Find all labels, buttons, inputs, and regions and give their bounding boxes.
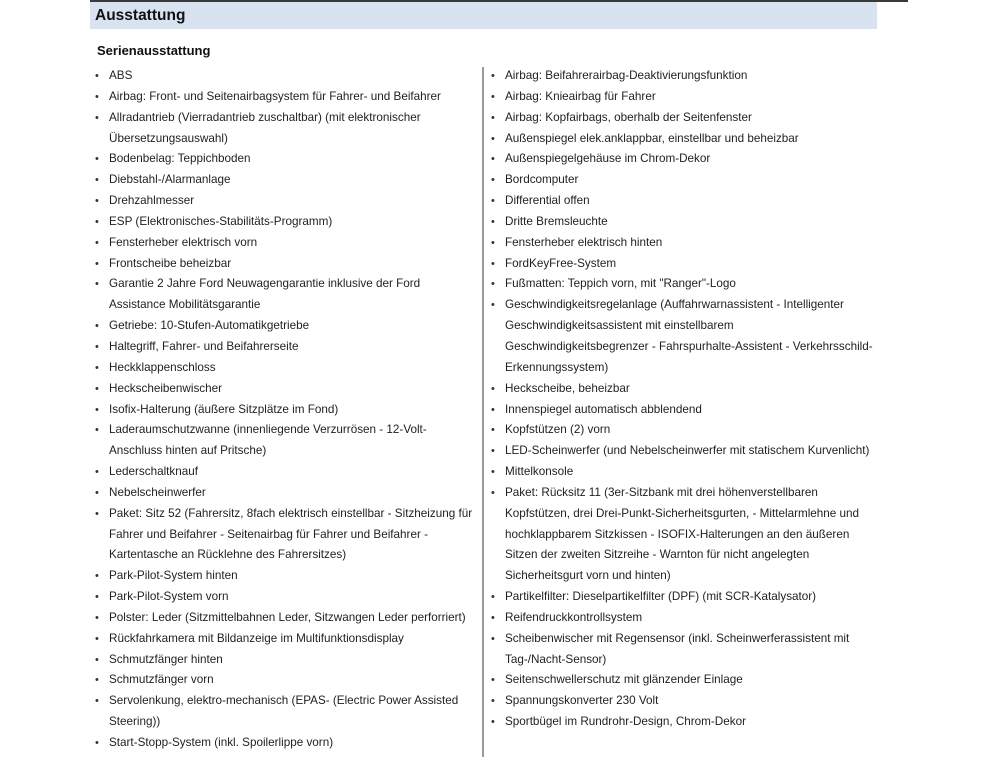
equipment-item-text: Außenspiegel elek.anklappbar, einstellbar und beheizbar — [505, 131, 799, 145]
equipment-item-text: Seitenschwellerschutz mit glänzender Einlage — [505, 673, 743, 687]
equipment-item — [94, 587, 478, 608]
equipment-item — [94, 87, 478, 108]
bullet-icon: • — [491, 716, 495, 729]
bullet-icon: • — [95, 215, 99, 228]
bullet-icon: • — [95, 195, 99, 208]
equipment-item-text: Fensterheber elektrisch hinten — [505, 235, 663, 249]
bullet-icon: • — [491, 195, 495, 208]
equipment-item — [490, 691, 880, 712]
bullet-icon: • — [95, 111, 99, 124]
bullet-icon: • — [95, 486, 99, 499]
equipment-item — [490, 254, 880, 275]
equipment-item — [490, 483, 880, 587]
equipment-item — [94, 316, 478, 337]
bullet-icon: • — [95, 674, 99, 687]
equipment-item-text: Fensterheber elektrisch vorn — [109, 235, 258, 249]
equipment-item — [490, 587, 880, 608]
equipment-item — [490, 420, 880, 441]
equipment-item-text: Heckscheibenwischer — [109, 381, 223, 395]
equipment-item-text: Mittelkonsole — [505, 465, 574, 479]
bullet-icon: • — [95, 174, 99, 187]
equipment-item — [490, 608, 880, 629]
equipment-item — [94, 400, 478, 421]
equipment-item — [94, 650, 478, 671]
bullet-icon: • — [491, 111, 495, 124]
equipment-item-text: Park-Pilot-System vorn — [109, 590, 229, 604]
equipment-item-text: Partikelfilter: Dieselpartikelfilter (DPF) (mit SCR-Katalysator) — [505, 590, 817, 604]
equipment-item-text: Paket: Sitz 52 (Fahrersitz, 8fach elektrisch einstellbar - Sitzheizung für Fahrer und Beifahrer - Seitenairbag für Fahrer und Beifahrer - Kartentasche an Rücklehne des Fahrersitzes) — [109, 506, 473, 562]
bullet-icon: • — [95, 737, 99, 749]
bullet-icon: • — [95, 70, 99, 82]
equipment-item-text: Scheibenwischer mit Regensensor (inkl. Scheinwerferassistent mit Tag-/Nacht-Sensor) — [505, 631, 850, 666]
bullet-icon: • — [491, 278, 495, 291]
bullet-icon: • — [95, 257, 99, 270]
bullet-icon: • — [491, 174, 495, 187]
equipment-item — [94, 191, 478, 212]
equipment-item-text: Diebstahl-/Alarmanlage — [109, 173, 231, 187]
equipment-item-text: Airbag: Beifahrerairbag-Deaktivierungsfunktion — [505, 69, 748, 82]
equipment-item — [94, 483, 478, 504]
equipment-item — [94, 108, 478, 150]
equipment-item-text: Heckklappenschloss — [109, 360, 216, 374]
equipment-item-text: Servolenkung, elektro-mechanisch (EPAS- (Electric Power Assisted Steering)) — [109, 694, 459, 729]
equipment-item — [94, 733, 478, 754]
equipment-item-text: Park-Pilot-System hinten — [109, 569, 238, 583]
equipment-item — [94, 608, 478, 629]
bullet-icon: • — [491, 257, 495, 270]
bullet-icon: • — [95, 466, 99, 479]
bullet-icon: • — [491, 132, 495, 145]
bullet-icon: • — [491, 299, 495, 312]
equipment-item-text: Start-Stopp-System (inkl. Spoilerlippe vorn) — [109, 736, 334, 749]
bullet-icon: • — [491, 153, 495, 166]
bullet-icon: • — [95, 320, 99, 333]
column-divider — [482, 67, 484, 757]
equipment-item — [490, 129, 880, 150]
equipment-item — [490, 233, 880, 254]
equipment-item — [490, 87, 880, 108]
bullet-icon: • — [491, 591, 495, 604]
equipment-item-text: Haltegriff, Fahrer- und Beifahrerseite — [109, 339, 299, 353]
equipment-item — [94, 170, 478, 191]
bullet-icon: • — [491, 424, 495, 437]
equipment-item — [94, 358, 478, 379]
section-header — [90, 2, 877, 29]
bullet-icon: • — [95, 611, 99, 624]
equipment-item — [94, 337, 478, 358]
bullet-icon: • — [491, 70, 495, 82]
equipment-item-text: Polster: Leder (Sitzmittelbahnen Leder, Sitzwangen Leder perforriert) — [109, 610, 466, 624]
equipment-item — [490, 66, 880, 87]
equipment-item — [490, 191, 880, 212]
equipment-item-text: Schmutzfänger vorn — [109, 673, 214, 687]
equipment-item-text: Getriebe: 10-Stufen-Automatikgetriebe — [109, 319, 310, 333]
bullet-icon: • — [95, 361, 99, 374]
section-title: Ausstattung — [95, 7, 186, 24]
equipment-item — [490, 295, 880, 378]
bullet-icon: • — [95, 90, 99, 103]
equipment-item — [94, 149, 478, 170]
bullet-icon: • — [95, 153, 99, 166]
equipment-item-text: ABS — [109, 69, 133, 82]
equipment-item-text: Rückfahrkamera mit Bildanzeige im Multifunktionsdisplay — [109, 631, 404, 645]
equipment-item — [490, 108, 880, 129]
equipment-item-text: Paket: Rücksitz 11 (3er-Sitzbank mit drei höhenverstellbaren Kopfstützen, drei Drei-Punkt-Sicherheitsgurten, - Mittelarmlehne und hochklappbarem Sitzkissen - ISOFIX-Halterungen an den äußeren Sitzen der zweiten Sitzreihe - Warnton für nicht angelegten Sicherheitsgurt vorn und hinten) — [505, 485, 860, 583]
equipment-item — [94, 420, 478, 462]
equipment-item — [94, 462, 478, 483]
bullet-icon: • — [491, 215, 495, 228]
equipment-item-text: Kopfstützen (2) vorn — [505, 423, 611, 437]
equipment-item-text: Sportbügel im Rundrohr-Design, Chrom-Dekor — [505, 715, 746, 729]
right-equipment-list — [490, 66, 880, 733]
subsection-title: Serienausstattung — [97, 43, 211, 58]
equipment-item-text: Geschwindigkeitsregelanlage (Auffahrwarnassistent - Intelligenter Geschwindigkeitsassistent mit einstellbarem Geschwindigkeitsbegrenzer - Fahrspurhalte-Assistent - Verkehrsschild-Erkennungssystem) — [505, 298, 873, 374]
left-equipment-list — [94, 66, 478, 754]
equipment-item-text: Heckscheibe, beheizbar — [505, 381, 630, 395]
equipment-item-text: Garantie 2 Jahre Ford Neuwagengarantie inklusive der Ford Assistance Mobilitätsgarantie — [109, 277, 421, 312]
equipment-item-text: Spannungskonverter 230 Volt — [505, 694, 659, 708]
equipment-item-text: Frontscheibe beheizbar — [109, 256, 232, 270]
equipment-item-text: Reifendruckkontrollsystem — [505, 610, 643, 624]
equipment-item — [490, 212, 880, 233]
equipment-item-text: Lederschaltknauf — [109, 465, 199, 479]
equipment-item — [94, 670, 478, 691]
equipment-item — [94, 233, 478, 254]
bullet-icon: • — [491, 674, 495, 687]
bullet-icon: • — [491, 90, 495, 103]
equipment-item-text: Airbag: Front- und Seitenairbagsystem für Fahrer- und Beifahrer — [109, 89, 441, 103]
bullet-icon: • — [491, 445, 495, 458]
equipment-item-text: Schmutzfänger hinten — [109, 652, 223, 666]
bullet-icon: • — [95, 236, 99, 249]
equipment-item-text: Laderaumschutzwanne (innenliegende Verzurrösen - 12-Volt-Anschluss hinten auf Pritsche) — [109, 423, 427, 458]
bullet-icon: • — [95, 382, 99, 395]
bullet-icon: • — [95, 507, 99, 520]
equipment-item-text: Dritte Bremsleuchte — [505, 214, 608, 228]
bullet-icon: • — [491, 403, 495, 416]
bullet-icon: • — [95, 278, 99, 291]
bullet-icon: • — [491, 236, 495, 249]
bullet-icon: • — [491, 695, 495, 708]
bullet-icon: • — [491, 632, 495, 645]
equipment-item — [490, 629, 880, 671]
bullet-icon: • — [95, 403, 99, 416]
equipment-item-text: Drehzahlmesser — [109, 194, 195, 208]
bullet-icon: • — [95, 340, 99, 353]
equipment-item — [94, 691, 478, 733]
equipment-item — [490, 274, 880, 295]
equipment-item — [490, 149, 880, 170]
equipment-item-text: Allradantrieb (Vierradantrieb zuschaltbar) (mit elektronischer Übersetzungsauswahl) — [109, 110, 421, 145]
equipment-item — [490, 379, 880, 400]
equipment-item-text: Bordcomputer — [505, 173, 579, 187]
equipment-item-text: FordKeyFree-System — [505, 256, 617, 270]
bullet-icon: • — [95, 591, 99, 604]
equipment-item-text: LED-Scheinwerfer (und Nebelscheinwerfer mit statischem Kurvenlicht) — [505, 444, 870, 458]
bullet-icon: • — [95, 570, 99, 583]
equipment-item — [490, 441, 880, 462]
equipment-item — [94, 379, 478, 400]
bullet-icon: • — [95, 632, 99, 645]
bullet-icon: • — [95, 653, 99, 666]
bullet-icon: • — [491, 466, 495, 479]
equipment-item-text: Differential offen — [505, 194, 590, 208]
equipment-item-text: Nebelscheinwerfer — [109, 485, 206, 499]
equipment-item-text: Bodenbelag: Teppichboden — [109, 152, 251, 166]
equipment-item-text: Isofix-Halterung (äußere Sitzplätze im Fond) — [109, 402, 339, 416]
equipment-item — [94, 274, 478, 316]
equipment-item-text: Airbag: Knieairbag für Fahrer — [505, 89, 656, 103]
bullet-icon: • — [95, 695, 99, 708]
equipment-item — [94, 566, 478, 587]
equipment-item-text: ESP (Elektronisches-Stabilitäts-Programm) — [109, 214, 333, 228]
equipment-item — [94, 629, 478, 650]
equipment-item — [94, 254, 478, 275]
equipment-item — [94, 212, 478, 233]
bullet-icon: • — [491, 382, 495, 395]
equipment-item-text: Airbag: Kopfairbags, oberhalb der Seitenfenster — [505, 110, 752, 124]
equipment-item — [94, 66, 478, 87]
bullet-icon: • — [491, 611, 495, 624]
equipment-item — [94, 504, 478, 567]
bullet-icon: • — [95, 424, 99, 437]
equipment-item — [490, 462, 880, 483]
equipment-item-text: Innenspiegel automatisch abblendend — [505, 402, 702, 416]
equipment-item — [490, 712, 880, 733]
equipment-item — [490, 170, 880, 191]
equipment-item-text: Fußmatten: Teppich vorn, mit "Ranger"-Logo — [505, 277, 736, 291]
equipment-item-text: Außenspiegelgehäuse im Chrom-Dekor — [505, 152, 711, 166]
equipment-item — [490, 670, 880, 691]
bullet-icon: • — [491, 486, 495, 499]
equipment-item — [490, 400, 880, 421]
